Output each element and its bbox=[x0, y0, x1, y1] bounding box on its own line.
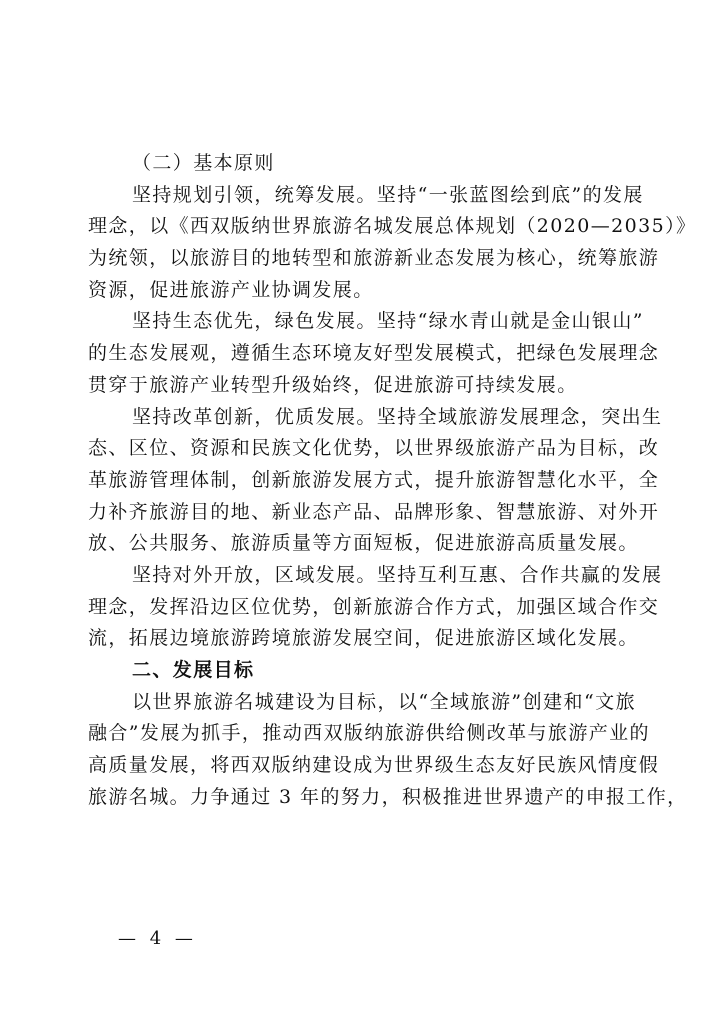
text-line: 力补齐旅游目的地、新业态产品、品牌形象、智慧旅游、对外开 bbox=[88, 500, 660, 523]
text-line: 坚持对外开放，区域发展。坚持互利互惠、合作共赢的发展 bbox=[132, 563, 663, 586]
text-line: 革旅游管理体制，创新旅游发展方式，提升旅游智慧化水平，全 bbox=[88, 468, 660, 491]
text-line: 坚持规划引领，统筹发展。坚持“一张蓝图绘到底”的发展 bbox=[132, 183, 644, 206]
text-line: 高质量发展，将西双版纳建设成为世界级生态友好民族风情度假 bbox=[88, 754, 660, 777]
text-line: 态、区位、资源和民族文化优势，以世界级旅游产品为目标，改 bbox=[88, 437, 660, 460]
page-number: — 4 — bbox=[118, 928, 197, 949]
text-line: 放、公共服务、旅游质量等方面短板，促进旅游高质量发展。 bbox=[88, 532, 639, 555]
text-line: 为统领，以旅游目的地转型和旅游新业态发展为核心，统筹旅游 bbox=[88, 247, 660, 270]
text-line: 融合”发展为抓手，推动西双版纳旅游供给侧改革与旅游产业的 bbox=[88, 722, 650, 745]
text-line: 坚持生态优先，绿色发展。坚持“绿水青山就是金山银山” bbox=[132, 310, 644, 333]
section-title-development-goals: 二、发展目标 bbox=[132, 659, 255, 681]
text-line: 旅游名城。力争通过 3 年的努力，积极推进世界遗产的申报工作， bbox=[88, 785, 688, 808]
paragraph-ecology bbox=[88, 306, 660, 401]
text-line: 坚持改革创新，优质发展。坚持全域旅游发展理念，突出生 bbox=[132, 405, 663, 428]
paragraph-goals bbox=[88, 687, 688, 814]
text-line: 以世界旅游名城建设为目标，以“全域旅游”创建和“文旅 bbox=[132, 690, 636, 713]
section-heading-basic-principles: （二）基本原则 bbox=[132, 152, 275, 174]
paragraph-planning bbox=[88, 180, 697, 307]
text-line: 的生态发展观，遵循生态环境友好型发展模式，把绿色发展理念 bbox=[88, 342, 660, 365]
text-line: 流，拓展边境旅游跨境旅游发展空间，促进旅游区域化发展。 bbox=[88, 627, 639, 650]
text-line: 理念，以《西双版纳世界旅游名城发展总体规划（2020—2035）》 bbox=[88, 215, 697, 238]
paragraph-reform bbox=[88, 402, 663, 560]
text-line: 贯穿于旅游产业转型升级始终，促进旅游可持续发展。 bbox=[88, 373, 578, 396]
paragraph-opening-up bbox=[88, 560, 663, 655]
text-line: 资源，促进旅游产业协调发展。 bbox=[88, 278, 374, 301]
page-body bbox=[88, 148, 697, 813]
text-line: 理念，发挥沿边区位优势，创新旅游合作方式，加强区域合作交 bbox=[88, 595, 660, 618]
